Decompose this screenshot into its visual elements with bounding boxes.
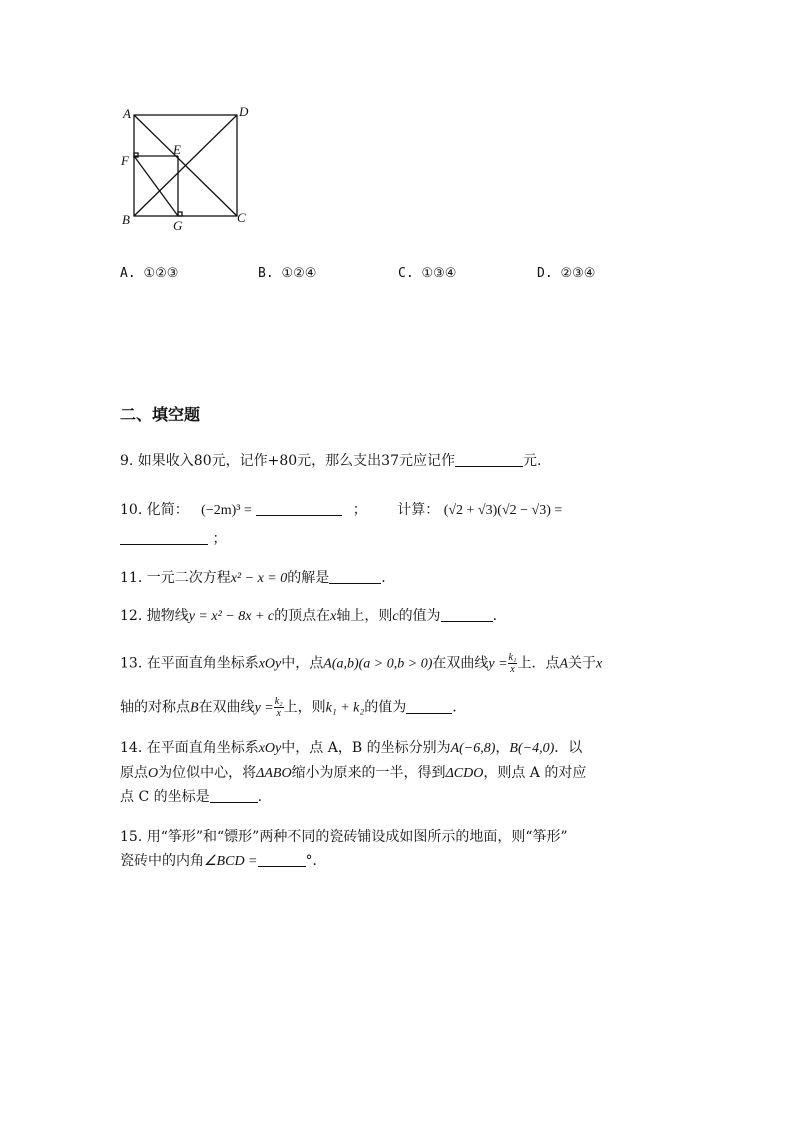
- label-D: D: [239, 104, 249, 119]
- q13-mid4: 关于: [568, 655, 597, 672]
- q14-l3-a: 点 C 的坐标是: [120, 789, 210, 805]
- q13-prefix: 13. 在平面直角坐标系: [120, 655, 259, 672]
- q9-unit: 元.: [522, 453, 542, 469]
- q14-tri1: ΔABO: [256, 766, 292, 781]
- q14-origin: O: [148, 766, 159, 781]
- q12-mid2: 轴上，则: [336, 608, 393, 624]
- q13-system: xOy: [258, 656, 282, 672]
- q14-ptB: B(−4,0): [509, 741, 555, 756]
- q12-prefix: 12. 抛物线: [120, 608, 189, 624]
- q12-mid: 的顶点在: [274, 608, 331, 624]
- q13-curve2-lhs: y =: [254, 700, 274, 716]
- q13-k2: k₂: [274, 696, 283, 707]
- q11-answer-blank[interactable]: [329, 569, 381, 584]
- q15-answer-blank[interactable]: [258, 852, 306, 867]
- q10-expr2: (√2 + √3)(√2 − √3) =: [443, 503, 563, 518]
- question-13: [120, 652, 602, 675]
- q11-suffix: 的解是: [287, 570, 330, 586]
- q9-text: 9. 如果收入80元，记作+80元，那么支出37元应记作: [120, 453, 455, 469]
- q10-blank-2[interactable]: [120, 530, 208, 545]
- label-C: C: [237, 210, 246, 225]
- q13-line2-c: 上，则: [283, 699, 326, 716]
- q10-prefix: 10. 化简：: [120, 502, 189, 518]
- q13-answer-blank[interactable]: [406, 699, 452, 714]
- question-14-line3: [120, 786, 262, 806]
- q12-axis: x: [330, 609, 337, 624]
- option-d: D. ②③④: [537, 266, 596, 281]
- q13-line2-a: 轴的对称点: [120, 699, 190, 716]
- option-a: A. ①②③: [120, 266, 179, 281]
- q13-fraction-k2: [274, 696, 284, 719]
- question-12: [120, 605, 497, 625]
- question-13-line2: [120, 696, 457, 719]
- q14-comma: ，: [495, 740, 510, 756]
- q10-expr1: (−2m)³ =: [201, 503, 252, 518]
- q14-l1-a: 14. 在平面直角坐标系: [120, 740, 259, 756]
- option-c: C. ①③④: [398, 266, 457, 281]
- q14-l1-c: ．以: [554, 740, 583, 756]
- question-15-line2: [120, 850, 327, 870]
- q9-answer-blank[interactable]: [455, 452, 523, 467]
- label-F: F: [121, 153, 129, 168]
- q10-sep: ；: [352, 502, 367, 518]
- q15-l2-a: 瓷砖中的内角: [120, 853, 204, 869]
- q14-l2-c: 缩小为原来的一半，得到: [291, 765, 446, 781]
- q13-end: .: [452, 699, 457, 716]
- q13-mid2: 在双曲线: [432, 655, 489, 672]
- question-15: 15. 用“筝形”和“镖形”两种不同的瓷砖铺设成如图所示的地面，则“筝形”: [120, 829, 568, 845]
- q12-answer-blank[interactable]: [441, 607, 493, 622]
- q13-axisx: x: [596, 656, 603, 672]
- q13-ptB: B: [190, 700, 199, 716]
- question-14: [120, 737, 582, 757]
- section-title: 二、填空题: [120, 405, 201, 424]
- label-E: E: [173, 142, 181, 157]
- q11-prefix: 11. 一元二次方程: [120, 570, 231, 586]
- q11-equation: x² − x = 0: [230, 571, 288, 586]
- q13-mid3: 上．点: [517, 655, 560, 672]
- q13-ptA: A: [559, 656, 569, 672]
- q14-ptA: A(−6,8): [450, 741, 496, 756]
- geometry-figure: [110, 100, 260, 235]
- question-14-line2: [120, 762, 586, 782]
- q12-equation: y = x² − 8x + c: [188, 609, 275, 624]
- q13-line2-d: 的值为: [364, 699, 407, 716]
- question-9: [120, 450, 541, 470]
- q14-answer-blank[interactable]: [210, 788, 258, 803]
- q15-angle: ∠BCD =: [204, 854, 258, 869]
- q13-fraction-k1: [508, 652, 518, 675]
- option-b: B. ①②④: [258, 266, 317, 281]
- q14-system: xOy: [258, 741, 282, 756]
- q14-l1-b: 中，点 A，B 的坐标分别为: [281, 740, 451, 756]
- q14-l2-b: 为位似中心，将: [158, 765, 257, 781]
- label-G: G: [173, 218, 183, 233]
- q10-end: ；: [212, 531, 227, 547]
- label-B: B: [122, 212, 130, 227]
- q13-curve1-lhs: y =: [488, 656, 508, 672]
- q13-point: A(a,b)(a > 0,b > 0): [323, 656, 433, 672]
- right-angle-F: [134, 153, 138, 157]
- q11-end: .: [381, 570, 386, 586]
- label-A: A: [123, 106, 131, 121]
- q12-suffix: 的值为: [398, 608, 441, 624]
- q10-calc-label: 计算：: [397, 502, 440, 518]
- q13-x1: x: [510, 664, 515, 675]
- q13-k1: k₁: [508, 652, 517, 663]
- q13-sum: k₁ + k₂: [325, 700, 365, 716]
- right-angle-G: [178, 212, 182, 216]
- q12-end: .: [492, 608, 498, 624]
- q15-l2-b: °．: [305, 853, 327, 869]
- q10-blank-1[interactable]: [256, 501, 342, 516]
- q12-var: c: [392, 609, 399, 624]
- q14-end: .: [257, 789, 263, 805]
- q14-l2-a: 原点: [120, 765, 148, 781]
- segment-FG: [134, 156, 178, 216]
- q13-line2-b: 在双曲线: [198, 699, 255, 716]
- question-11: [120, 567, 386, 587]
- q14-l2-d: ，则点 A 的对应: [483, 765, 587, 781]
- q13-mid: 中，点: [281, 655, 324, 672]
- q14-tri2: ΔCDO: [445, 766, 484, 781]
- question-10-line2: [120, 528, 226, 548]
- q13-x2: x: [276, 708, 281, 719]
- question-10: [120, 499, 562, 519]
